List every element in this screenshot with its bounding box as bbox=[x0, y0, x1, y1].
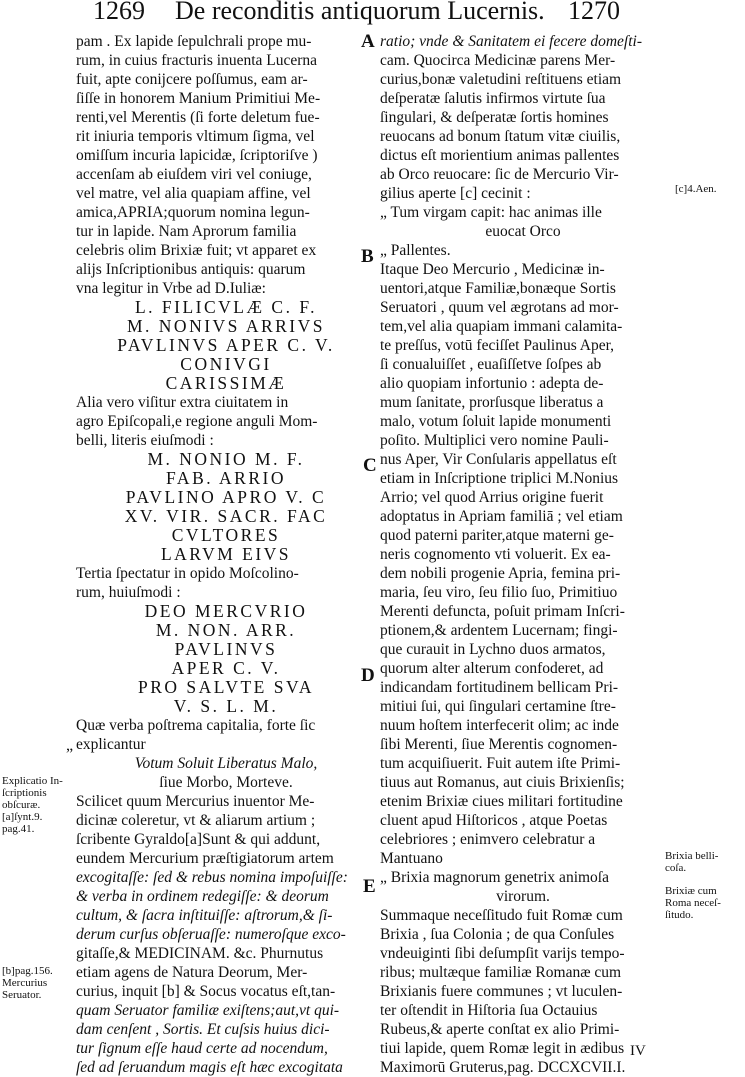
section-letter-d: D bbox=[361, 665, 375, 686]
right-column-line: tum acquiſiuerit. Fuit autem iſte Primi- bbox=[380, 755, 621, 772]
right-column-line: „ Tum virgam capit: hac animas ille bbox=[380, 204, 602, 221]
left-column-line: vna legitur in Vrbe ad D.Iuliæ: bbox=[76, 280, 266, 297]
left-column-line: M. NON. ARR. bbox=[155, 621, 297, 640]
right-column-line: vndeuiginti ſibi deſumpſit varijs tempo- bbox=[380, 945, 625, 962]
left-column-line: V. S. L. M. bbox=[173, 697, 279, 716]
right-column-line: Arrio; vel quod Arrius origine fuerit bbox=[380, 489, 604, 506]
right-column-line: deſperatæ ſalutis infirmos virtute ſua bbox=[380, 90, 606, 107]
right-column-line: celebriores ; enimvero celebratur a bbox=[380, 831, 596, 848]
left-column-line: fuit, apte conijcere poſſumus, eam ar- bbox=[76, 71, 308, 88]
right-column bbox=[380, 32, 666, 1077]
right-column-line: Rubeus,& aperte conſtat ex alio Primi- bbox=[380, 1021, 620, 1038]
right-column-line: etiam in Inſcriptione triplici M.Nonius bbox=[380, 470, 619, 487]
left-column-line: Scilicet quum Mercurius inuentor Me- bbox=[76, 793, 315, 810]
margin-note-line: [a]ſynt.9. bbox=[2, 811, 43, 823]
left-column-line: etiam agens de Natura Deorum, Mer- bbox=[76, 964, 308, 981]
right-column-line: tem,vel alia quapiam immani calamita- bbox=[380, 318, 623, 335]
margin-note-line: Mercurius bbox=[2, 977, 48, 989]
left-column-line: Tertia ſpectatur in opido Moſcolino- bbox=[76, 565, 299, 582]
left-column-line: derum curſus obſeruaſſe: numeroſque exco- bbox=[76, 926, 346, 943]
right-column-line: quod paterni pariter,atque materni ge- bbox=[380, 527, 614, 544]
right-column-line: mum ſanitate, prorſusque liberatus a bbox=[380, 394, 604, 411]
right-column-line: ſibi Merenti, ſiue Merentis cognomen- bbox=[380, 736, 618, 753]
right-column-line: ter oſtendit in Hiſtoria ſua Octauius bbox=[380, 1002, 598, 1019]
left-column-line: CVLTORES bbox=[171, 526, 281, 545]
left-column-line: eundem Mercurium præſtigiatorum artem bbox=[76, 850, 334, 867]
left-column-line: ſcribente Gyraldo[a]Sunt & qui addunt, bbox=[76, 831, 321, 848]
right-column-line: uentori,atque Familiæ,bonæque Sortis bbox=[380, 280, 616, 297]
left-column-line: M. NONIVS ARRIVS bbox=[126, 317, 325, 336]
margin-note-brixia-roma bbox=[665, 885, 721, 921]
right-column-line: euocat Orco bbox=[485, 223, 561, 240]
left-column-line: belli, literis eiuſmodi : bbox=[76, 432, 214, 449]
left-column-line: accenſam ab eiuſdem viri vel coniuge, bbox=[76, 166, 312, 183]
right-column-line: poſito. Multiplici vero nomine Pauli- bbox=[380, 432, 609, 449]
section-letter-b: B bbox=[361, 246, 374, 267]
margin-note-line: Brixia belli- bbox=[665, 850, 719, 862]
right-column-line: dictus eſt morientium animas pallentes bbox=[380, 147, 620, 164]
right-column-line: ſingulari, & deſperatæ ſortis homines bbox=[380, 109, 609, 126]
left-column-line: Votum Soluit Liberatus Malo, bbox=[134, 755, 318, 772]
left-column-line: rum, huiuſmodi : bbox=[76, 584, 181, 601]
margin-note-line: Roma neceſ- bbox=[665, 897, 721, 909]
margin-note-line: pag.41. bbox=[2, 823, 35, 835]
left-column-line: celebris olim Brixiæ fuit; vt apparet ex bbox=[76, 242, 317, 259]
left-column-line: amica,APRIA;quorum nomina legun- bbox=[76, 204, 310, 221]
right-column-line: Summaque neceſſitudo fuit Romæ cum bbox=[380, 907, 623, 924]
right-column-line: tiui lapide, quem Romæ legit in ædibus bbox=[380, 1040, 625, 1057]
right-column-line: malo, votum ſoluit lapide monumenti bbox=[380, 413, 612, 430]
running-title: De reconditis antiquorum Lucernis. bbox=[175, 0, 545, 25]
margin-note-line: coſa. bbox=[665, 862, 687, 874]
left-column-line: tur in lapide. Nam Aprorum familia bbox=[76, 223, 297, 240]
right-column-line: curius,bonæ valetudini reſtituens etiam bbox=[380, 71, 622, 88]
left-column-line: dicinæ coleretur, vt & aliarum artium ; bbox=[76, 812, 316, 829]
right-column-line: Maximorū Gruterus,pag. DCCXCVII.I. bbox=[380, 1059, 626, 1076]
left-column-line: LARVM EIVS bbox=[160, 545, 292, 564]
right-column-line: cluent apud Hiſtoricos , atque Poetas bbox=[380, 812, 608, 829]
left-column-line: dam cenſent , Sortis. Et cuſsis huius dici- bbox=[76, 1021, 330, 1038]
left-column-line: FAB. ARRIO bbox=[166, 469, 286, 488]
margin-note-line: obſcuræ. bbox=[2, 799, 41, 811]
right-column-line: ptionem,& ardentem Lucernam; fingi- bbox=[380, 622, 618, 639]
left-column-line: CARISSIMÆ bbox=[165, 374, 287, 393]
left-column-line: PAVLINVS bbox=[174, 640, 278, 659]
right-column-line: etenim Brixiæ ciues militari fortitudine bbox=[380, 793, 623, 810]
left-column-line: quam Seruator familiæ exiſtens;aut,vt qui- bbox=[76, 1002, 340, 1019]
right-column-line: ſi conualuiſſet , euaſiſſetve ſoſpes ab bbox=[380, 356, 602, 373]
right-column-line: maria, ſeu viro, ſeu filio ſuo, Primitiuo bbox=[380, 584, 618, 601]
left-column-line: Alia vero viſitur extra ciuitatem in bbox=[76, 394, 289, 411]
left-column-line: tur ſignum eſſe haud certe ad nocendum, bbox=[76, 1040, 328, 1057]
left-column-line: excogitaſſe: ſed & rebus nomina impoſuiſſe: bbox=[76, 869, 348, 886]
left-column-line: PAVLINVS APER C. V. bbox=[117, 336, 335, 355]
left-column-line: rum, in cuius fracturis inuenta Lucerna bbox=[76, 52, 318, 69]
right-column-line: reuocans ad bonum ſtatum vitæ ciuilis, bbox=[380, 128, 621, 145]
right-column-line: ab Orco reuocare: ſic de Mercurio Vir- bbox=[380, 166, 619, 183]
section-letter-a: A bbox=[361, 31, 375, 52]
right-column-line: quorum alter alterum confoderet, ad bbox=[380, 660, 604, 677]
right-column-line: gilius aperte [c] cecinit : bbox=[380, 185, 531, 202]
left-column-line: vel matre, vel alia quapiam affine, vel bbox=[76, 185, 311, 202]
right-column-line: dem nobili progenie Apria, femina pri- bbox=[380, 565, 621, 582]
left-column-line: explicantur bbox=[76, 736, 146, 753]
right-column-line: Merenti defuncta, poſuit primam Inſcri- bbox=[380, 603, 625, 620]
left-column-line: pam . Ex lapide ſepulchrali prope mu- bbox=[76, 33, 312, 50]
margin-note-line: ſcriptionis bbox=[2, 787, 47, 799]
right-column-line: ratio; vnde & Sanitatem ei fecere domeſti- bbox=[380, 33, 642, 50]
right-column-line: adoptatus in Apriam familiā ; vel etiam bbox=[380, 508, 623, 525]
left-column-line: alijs Inſcriptionibus antiquis: quarum bbox=[76, 261, 306, 278]
right-column-line: Itaque Deo Mercurio , Medicinæ in- bbox=[380, 261, 605, 278]
margin-note-line: [b]pag.156. bbox=[2, 965, 53, 977]
left-page-number: 1269 bbox=[93, 0, 145, 25]
left-column-line: ſed ad ſeruandum magis eſt hæc excogitata bbox=[76, 1059, 343, 1076]
right-column-line: que curauit in Lychno duos armatos, bbox=[380, 641, 606, 658]
right-column-line: „ Brixia magnorum genetrix animoſa bbox=[380, 869, 609, 886]
left-column-line: PRO SALVTE SVA bbox=[137, 678, 315, 697]
right-page-number: 1270 bbox=[568, 0, 620, 25]
left-column-line: M. NONIO M. F. bbox=[147, 450, 305, 469]
left-column-line: curius, inquit [b] & Socus vocatus eſt,tan- bbox=[76, 983, 336, 1000]
section-letter-c: C bbox=[363, 455, 377, 476]
margin-quote-mark: „ bbox=[66, 737, 74, 754]
margin-note-line: Explicatio In- bbox=[2, 775, 63, 787]
right-column-line: alio quopiam infortunio : adepta de- bbox=[380, 375, 604, 392]
running-header bbox=[0, 0, 745, 30]
left-column-line: ſiſſe in honorem Manium Primitiui Me- bbox=[76, 90, 321, 107]
margin-note-explicatio bbox=[2, 775, 63, 835]
left-column-line: L. FILICVLÆ C. F. bbox=[134, 298, 318, 317]
margin-note-mercurius bbox=[2, 965, 53, 1001]
right-column-line: ribus; multæque familiæ Romanæ cum bbox=[380, 964, 622, 981]
margin-note-line: Brixiæ cum bbox=[665, 885, 717, 897]
right-column-line: indicandam fortitudinem bellicam Pri- bbox=[380, 679, 619, 696]
right-column-line: te preſſus, votū feciſſet Paulinus Aper, bbox=[380, 337, 614, 354]
left-column-line: DEO MERCVRIO bbox=[144, 602, 308, 621]
left-column-line: CONIVGI bbox=[180, 355, 272, 374]
left-column-line: rit iniuria temporis vltimum ſigma, vel bbox=[76, 128, 315, 145]
right-column-line: nus Aper, Vir Conſularis appellatus eſt bbox=[380, 451, 617, 468]
left-column-line: renti,vel Merentis (ſi forte deletum fue- bbox=[76, 109, 320, 126]
right-column-line: „ Pallentes. bbox=[380, 242, 451, 259]
right-column-line: Seruatori , quum vel ægrotans ad mor- bbox=[380, 299, 619, 316]
right-column-line: tiuus aut Romanus, aut ciuis Brixienſis; bbox=[380, 774, 625, 791]
left-column-line: cultum, & ſacra inſtituiſſe: aſtrorum,& ſi- bbox=[76, 907, 333, 924]
margin-note-aeneid: [c]4.Aen. bbox=[675, 183, 717, 195]
left-column-line: Quæ verba poſtrema capitalia, forte ſic bbox=[76, 717, 316, 734]
right-column-line: Mantuano bbox=[380, 850, 443, 867]
section-letter-e: E bbox=[363, 876, 376, 897]
left-column-line: PAVLINO APRO V. C bbox=[125, 488, 327, 507]
right-column-line: Brixia , ſua Colonia ; de qua Conſules bbox=[380, 926, 615, 943]
right-column-line: mitiui ſui, qui ſingulari certamine ſtre- bbox=[380, 698, 616, 715]
signature-mark: IV bbox=[630, 1043, 646, 1059]
margin-note-line: ſitudo. bbox=[665, 909, 694, 921]
right-column-line: cam. Quocirca Medicinæ parens Mer- bbox=[380, 52, 616, 69]
left-column-line: XV. VIR. SACR. FAC bbox=[124, 507, 328, 526]
margin-note-line: Seruator. bbox=[2, 989, 42, 1001]
left-column-line: gitaſſe,& MEDICINAM. &c. Phurnutus bbox=[76, 945, 324, 962]
right-column-line: Brixianis fuere communes ; vt luculen- bbox=[380, 983, 623, 1000]
right-column-line: virorum. bbox=[496, 888, 550, 905]
left-column-line: omiſſum incuria lapicidæ, ſcriptoriſve ) bbox=[76, 147, 318, 164]
left-column-line: & verba in ordinem redegiſſe: & deorum bbox=[76, 888, 329, 905]
left-column-line: APER C. V. bbox=[171, 659, 281, 678]
left-column bbox=[76, 32, 376, 1077]
margin-note-brixia-bellicosa bbox=[665, 850, 718, 874]
right-column-line: neris cognomento vti voluerit. Ex ea- bbox=[380, 546, 611, 563]
left-column-line: agro Epiſcopali,e regione anguli Mom- bbox=[76, 413, 318, 430]
right-column-line: nuum hoſtem interfecerit olim; ac inde bbox=[380, 717, 619, 734]
left-column-line: ſiue Morbo, Morteve. bbox=[159, 774, 293, 791]
